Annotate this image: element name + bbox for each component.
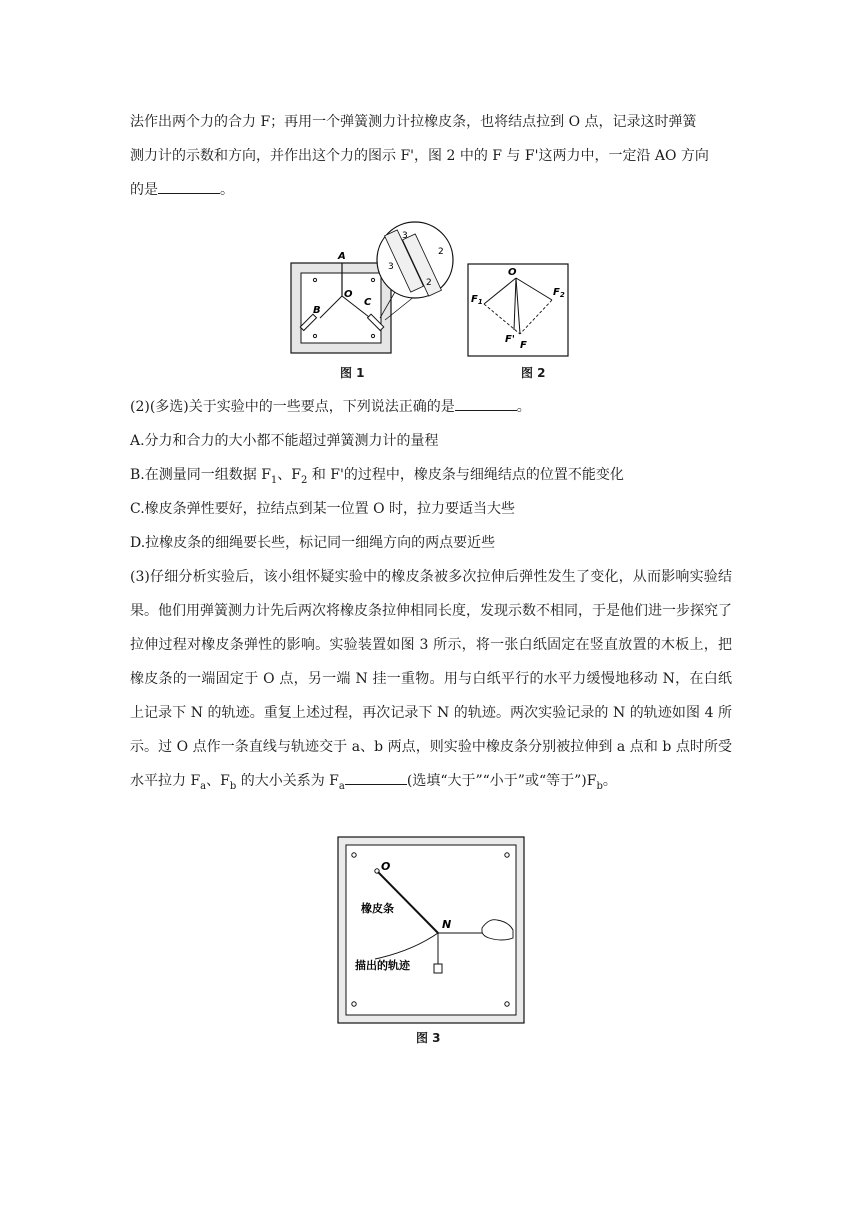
fig3-label-rubber: 橡皮条 <box>361 902 394 915</box>
q3-paragraph <box>130 560 732 804</box>
q2-option-b <box>130 464 624 486</box>
answer-blank-3 <box>345 770 407 785</box>
fig2-label-fprime: F' <box>505 334 515 345</box>
intro-line-2: 测力计的示数和方向，并作出这个力的图示 F'，图 2 中的 F 与 F'这两力中，一定沿 AO 方向 <box>130 148 709 164</box>
intro-line-3 <box>130 179 234 199</box>
q3-body: (3)仔细分析实验后，该小组怀疑实验中的橡皮条被多次拉伸后弹性发生了变化，从而影响实验结果。他们用弹簧测力计先后两次将橡皮条拉伸相同长度，发现示数不相同，于是他们进一步探究了拉伸过程对橡皮条弹性的影响。实验装置如图 3 所示，将一张白纸固定在竖直放置的木板上，把橡皮条的一端固定于 O 点，另一端 N 挂一重物。用与白纸平行的水平力缓慢地移动 N，在白纸上记录下 N 的轨迹。重复上述过程，再次记录下 N 的轨迹。两次实验记录的 N 的轨迹如图 4 所示。过 O 点作一条直线与轨迹交于 a、b 两点，则实验中橡皮条分别被拉伸到 a 点和 b 点时所受水平拉力 F <box>130 569 732 789</box>
q3-sub-a: a <box>200 780 207 792</box>
q2-option-b-pre: B.在测量同一组数据 F <box>130 467 271 483</box>
q2-option-d: D.拉橡皮条的细绳要长些，标记同一细绳方向的两点要近些 <box>130 535 496 551</box>
q3-mid: 、F <box>206 773 230 789</box>
figure-3-caption: 图 3 <box>416 1031 441 1045</box>
q3-sub-a2: a <box>338 780 345 792</box>
fig1-scale-num-3: 3 <box>388 262 394 272</box>
q2-option-b-mid: 、F <box>277 467 301 483</box>
fig3-label-n: N <box>442 918 452 931</box>
figure-1-caption: 图 1 <box>340 366 365 380</box>
answer-blank-1 <box>158 179 220 194</box>
q2-stem-text: (2)(多选)关于实验中的一些要点，下列说法正确的是 <box>130 399 455 415</box>
q2-option-a: A.分力和合力的大小都不能超过弹簧测力计的量程 <box>130 433 439 449</box>
fig1-scale-num-1: 3 <box>402 231 408 241</box>
fig3-weight <box>434 964 442 973</box>
intro-line-1: 法作出两个力的合力 F；再用一个弹簧测力计拉橡皮条，也将结点拉到 O 点，记录这时弹簧 <box>130 114 697 130</box>
fig3-label-o: O <box>381 860 391 873</box>
q3-choice: (选填“大于”“小于”或“等于”)F <box>406 773 597 789</box>
q3-after: 的大小关系为 F <box>236 773 339 789</box>
fig1-scale-num-4: 2 <box>426 278 432 288</box>
q2-option-b-sub1: 1 <box>270 474 278 486</box>
fig1-label-a: A <box>338 251 346 262</box>
q2-option-b-sub2: 2 <box>301 474 308 486</box>
fig2-label-f2-sub: 2 <box>559 291 565 299</box>
fig2-label-f: F <box>520 340 527 351</box>
fig2-label-f1-main: F <box>471 294 478 305</box>
fig1-label-b: B <box>313 305 321 316</box>
figure-2-caption: 图 2 <box>521 366 546 380</box>
fig1-label-c: C <box>364 297 372 308</box>
fig1-label-o: O <box>344 289 353 300</box>
figure-1 <box>285 220 465 360</box>
fig2-label-f2-main: F <box>553 287 560 298</box>
intro-line-3-end: 。 <box>220 182 234 198</box>
intro-line-3-text: 的是 <box>130 182 158 198</box>
answer-blank-2 <box>455 396 517 411</box>
q3-end: 。 <box>602 773 617 789</box>
q2-stem-end: 。 <box>516 399 531 415</box>
figure-3 <box>337 836 527 1026</box>
fig2-label-f1-sub: 1 <box>477 298 483 306</box>
q2-stem <box>130 396 531 416</box>
fig1-scale-num-2: 2 <box>438 247 444 257</box>
q2-option-c: C.橡皮条弹性要好，拉结点到某一位置 O 时，拉力要适当大些 <box>130 501 516 517</box>
fig2-label-o: O <box>508 267 517 278</box>
fig3-label-track: 描出的轨迹 <box>355 959 410 972</box>
q3-sub-b2: b <box>596 780 603 792</box>
q2-option-b-post: 和 F'的过程中，橡皮条与细绳结点的位置不能变化 <box>307 467 624 483</box>
figure-2 <box>466 262 570 360</box>
q3-sub-b: b <box>229 780 237 792</box>
